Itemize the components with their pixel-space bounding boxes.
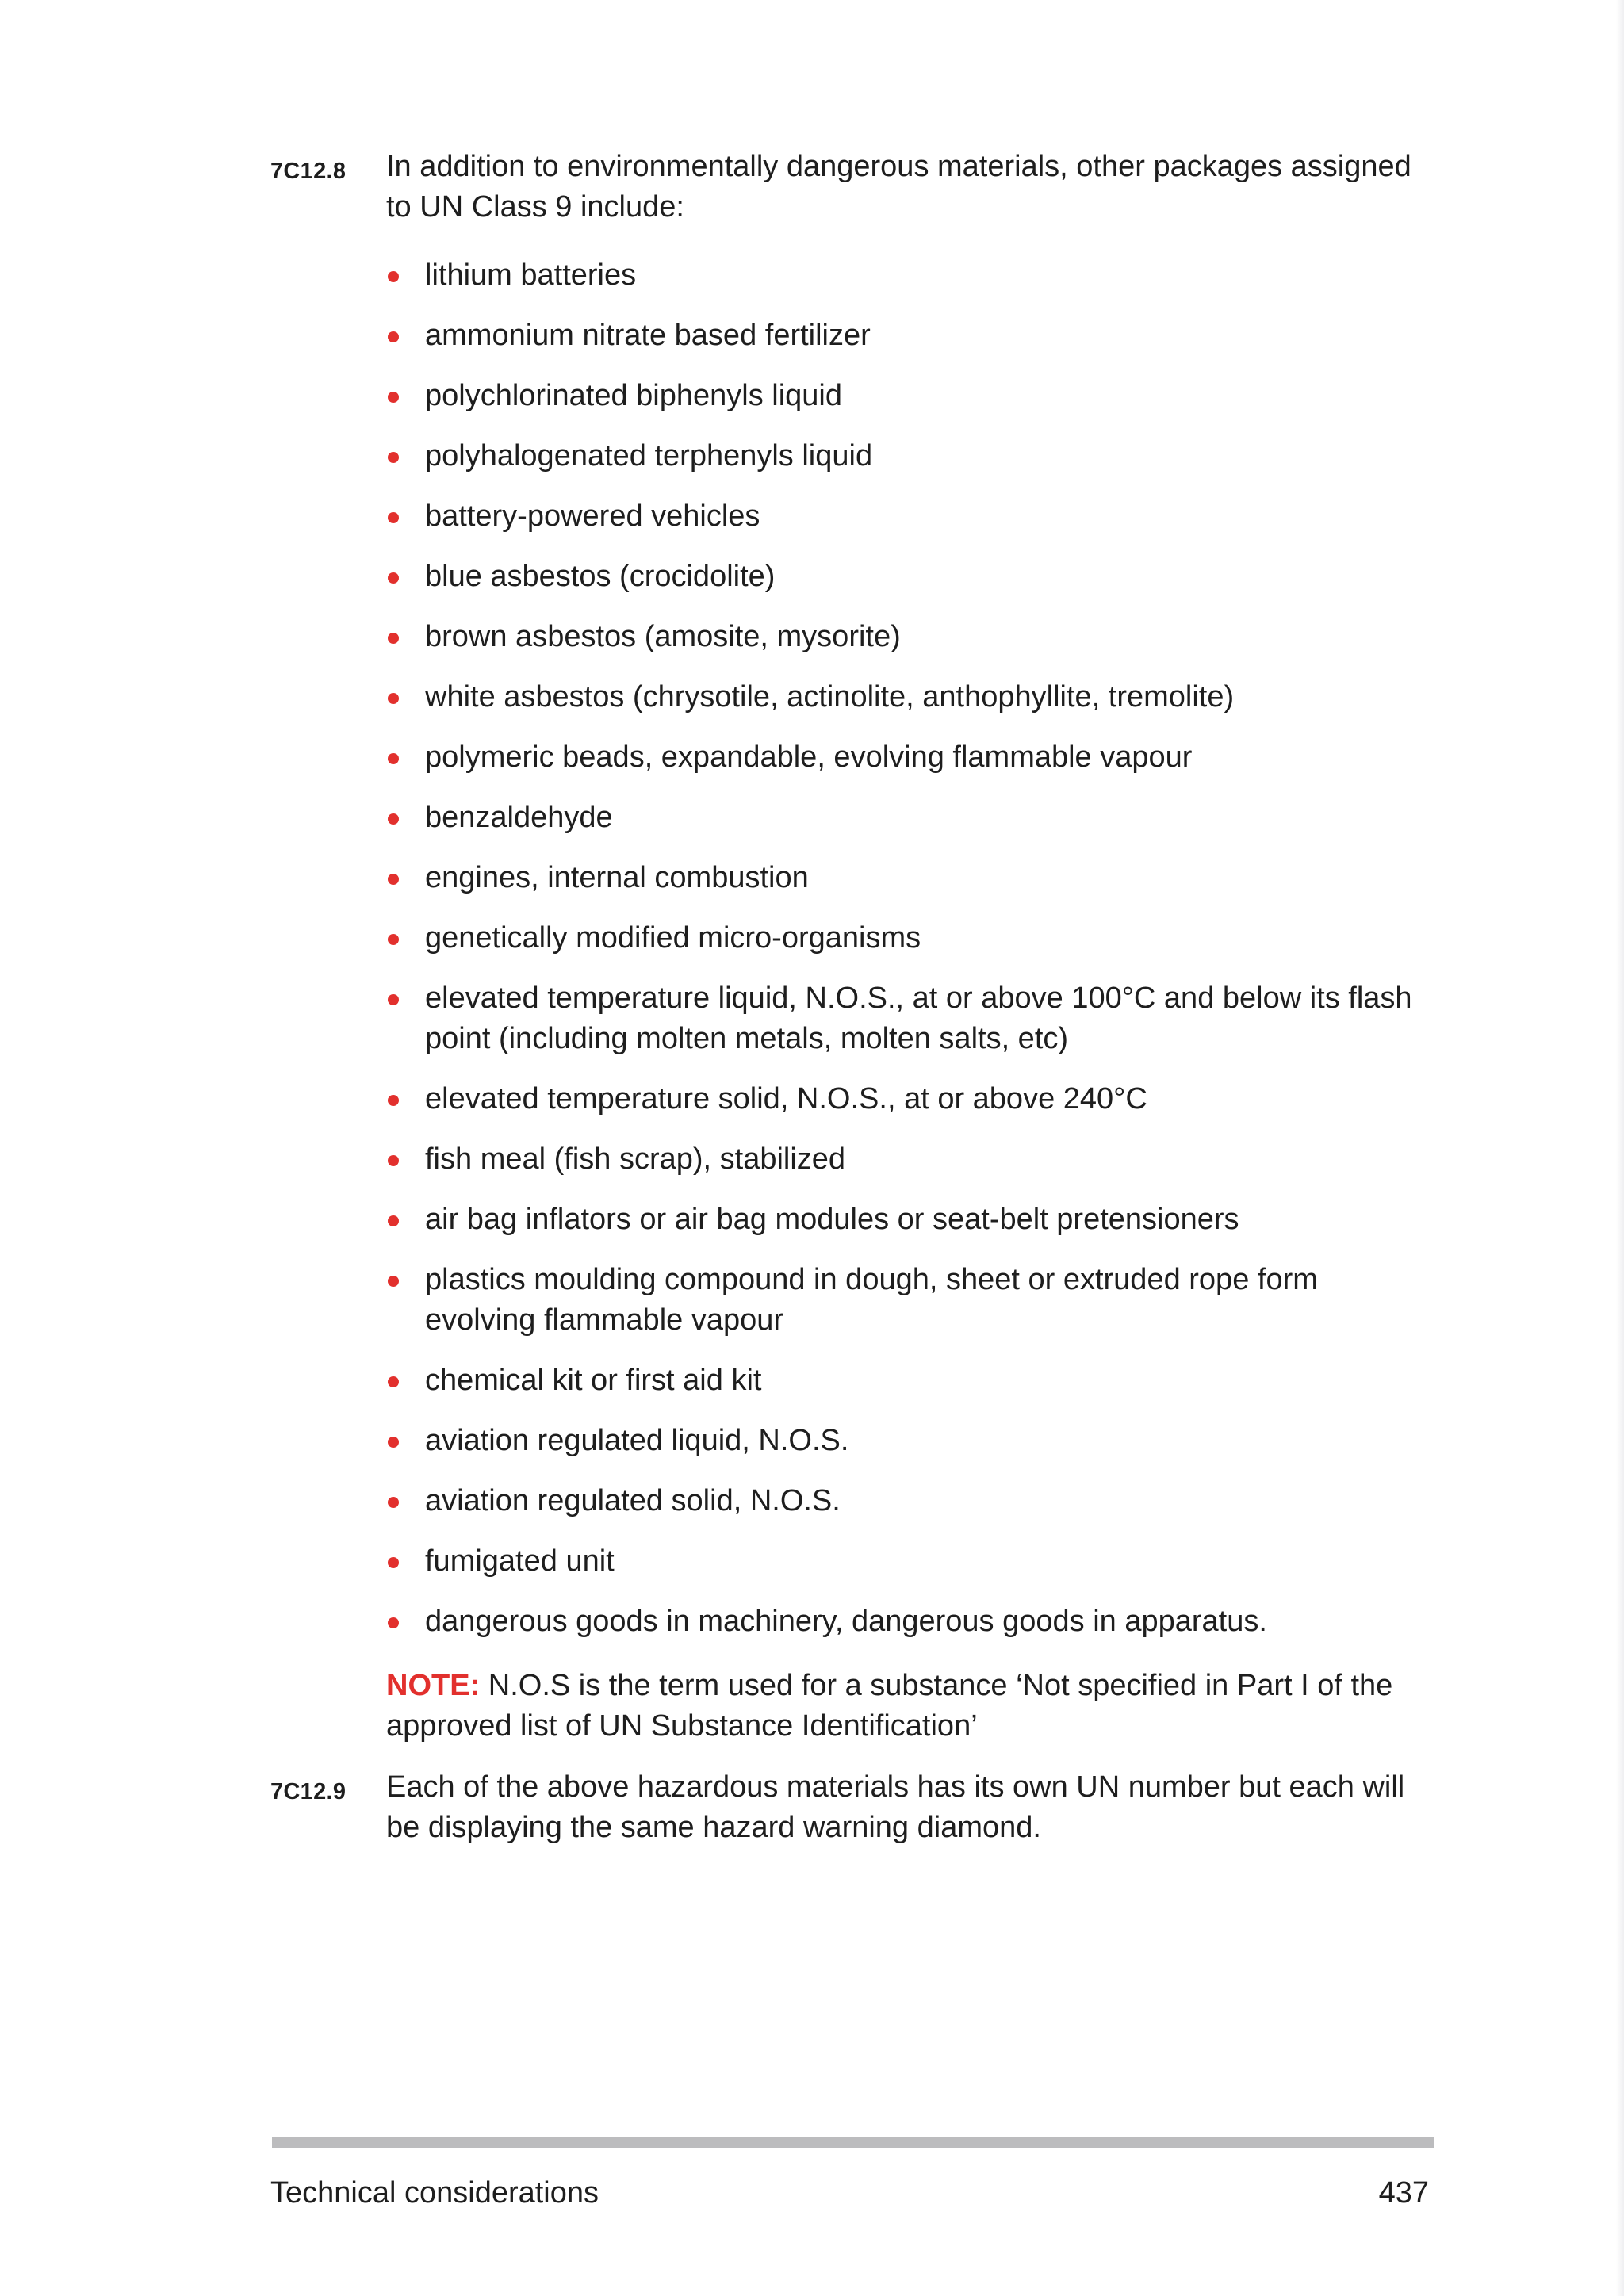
list-item (386, 918, 1433, 959)
list-item-text: elevated temperature solid, N.O.S., at or above 240°C (425, 1082, 1147, 1115)
list-item (386, 1260, 1433, 1341)
bullet-dot-icon (388, 693, 399, 704)
section-code-7c12-9: 7C12.9 (270, 1779, 347, 1804)
bullet-dot-icon (388, 572, 399, 584)
list-item (386, 1481, 1433, 1521)
note (386, 1666, 1433, 1747)
list-item (386, 1139, 1433, 1180)
bullet-dot-icon (388, 874, 399, 885)
list-item-text: lithium batteries (425, 258, 637, 292)
list-item-text: genetically modified micro-organisms (425, 921, 921, 955)
list-item (386, 677, 1433, 718)
list-item (386, 1601, 1433, 1642)
note-label: NOTE: (386, 1669, 481, 1702)
bullet-dot-icon (388, 934, 399, 945)
list-item-text: engines, internal combustion (425, 861, 809, 894)
bullet-dot-icon (388, 1557, 399, 1568)
list-item (386, 798, 1433, 838)
page-edge-shadow (1616, 0, 1624, 2296)
list-item-text: fumigated unit (425, 1544, 615, 1578)
bullet-dot-icon (388, 452, 399, 463)
bullet-dot-icon (388, 1215, 399, 1226)
list-item-text: elevated temperature liquid, N.O.S., at or above 100°C and below its flash point (including molten metals, molten salts, etc) (425, 982, 1412, 1055)
note-text: N.O.S is the term used for a substance ‘Not specified in Part I of the approved list of UN Substance Identification’ (386, 1669, 1393, 1743)
page-number: 437 (1378, 2176, 1429, 2210)
list-item (386, 496, 1433, 537)
list-item (386, 858, 1433, 898)
bullet-dot-icon (388, 1095, 399, 1106)
list-item-text: battery-powered vehicles (425, 499, 760, 533)
bullet-dot-icon (388, 753, 399, 764)
list-item-text: polymeric beads, expandable, evolving flammable vapour (425, 740, 1193, 774)
list-item-text: polychlorinated biphenyls liquid (425, 379, 843, 412)
list-item-text: blue asbestos (crocidolite) (425, 560, 776, 593)
list-item-text: white asbestos (chrysotile, actinolite, anthophyllite, tremolite) (425, 680, 1235, 714)
list-item (386, 617, 1433, 657)
list-item-text: dangerous goods in machinery, dangerous goods in apparatus. (425, 1605, 1267, 1638)
list-item (386, 1200, 1433, 1240)
list-item (386, 737, 1433, 778)
list-item (386, 436, 1433, 476)
section-code-7c12-8: 7C12.8 (270, 159, 347, 184)
bullet-dot-icon (388, 813, 399, 825)
list-item (386, 557, 1433, 597)
bullet-dot-icon (388, 1617, 399, 1628)
bullet-dot-icon (388, 512, 399, 523)
footer-title: Technical considerations (270, 2176, 599, 2210)
list-item (386, 978, 1433, 1059)
list-item-text: polyhalogenated terphenyls liquid (425, 439, 873, 473)
footer-rule (272, 2137, 1434, 2148)
section-text-7c12-8: In addition to environmentally dangerous materials, other packages assigned to UN Class 9 include: (386, 150, 1411, 224)
list-item-text: fish meal (fish scrap), stabilized (425, 1142, 846, 1176)
list-item (386, 1079, 1433, 1119)
list-item (386, 1421, 1433, 1461)
bullet-dot-icon (388, 331, 399, 342)
list-item-text: chemical kit or first aid kit (425, 1364, 762, 1397)
bullet-dot-icon (388, 633, 399, 644)
list-item-text: ammonium nitrate based fertilizer (425, 319, 871, 352)
section-text-7c12-9: Each of the above hazardous materials has its own UN number but each will be displaying the same hazard warning diamond. (386, 1770, 1405, 1844)
list-item (386, 316, 1433, 356)
list-item-text: aviation regulated liquid, N.O.S. (425, 1424, 849, 1457)
hazard-materials-list (386, 255, 1433, 1662)
bullet-dot-icon (388, 1376, 399, 1387)
list-item (386, 1360, 1433, 1401)
list-item (386, 376, 1433, 416)
bullet-dot-icon (388, 1276, 399, 1287)
list-item (386, 255, 1433, 296)
list-item-text: air bag inflators or air bag modules or seat-belt pretensioners (425, 1203, 1239, 1236)
list-item-text: brown asbestos (amosite, mysorite) (425, 620, 901, 653)
bullet-dot-icon (388, 994, 399, 1005)
list-item (386, 1541, 1433, 1582)
list-item-text: plastics moulding compound in dough, sheet or extruded rope form evolving flammable vapour (425, 1263, 1318, 1337)
bullet-dot-icon (388, 392, 399, 403)
bullet-dot-icon (388, 1437, 399, 1448)
list-item-text: benzaldehyde (425, 801, 613, 834)
list-item-text: aviation regulated solid, N.O.S. (425, 1484, 841, 1517)
bullet-dot-icon (388, 1155, 399, 1166)
bullet-dot-icon (388, 1497, 399, 1508)
bullet-dot-icon (388, 271, 399, 282)
